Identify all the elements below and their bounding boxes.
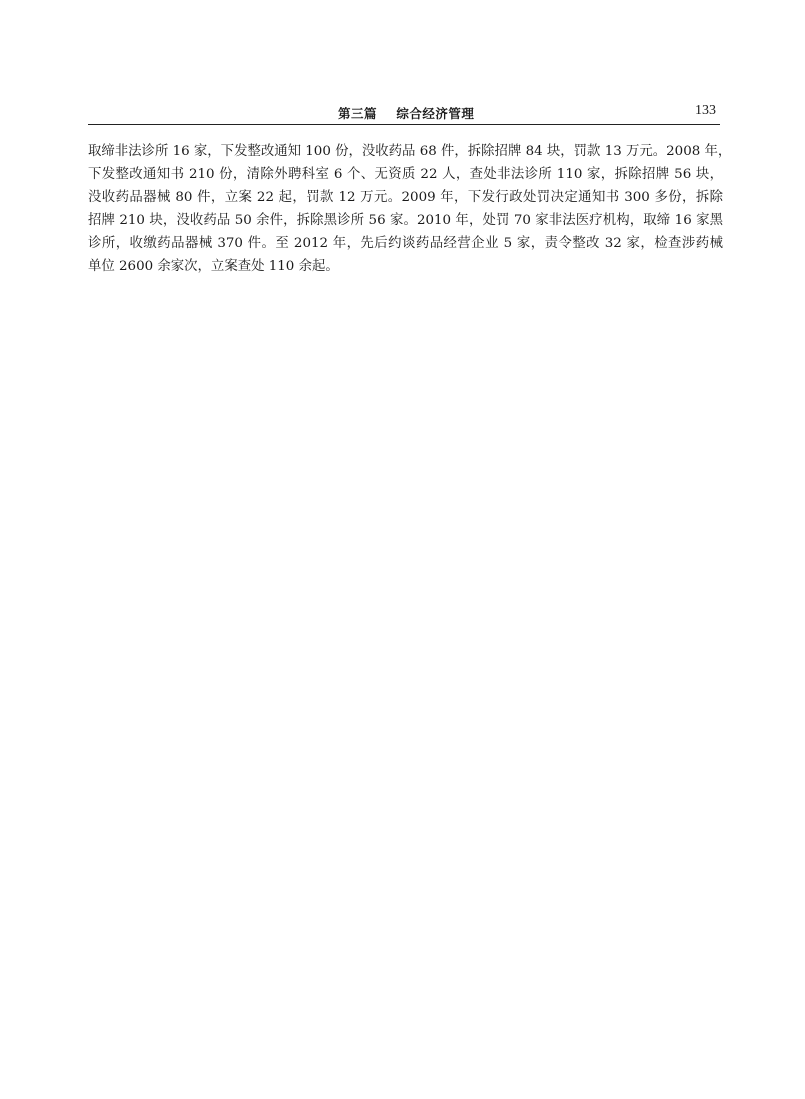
body-paragraph (88, 140, 732, 279)
body-line: 单位 2600 余家次，立案查处 110 余起。 (88, 259, 339, 275)
body-line: 诊所，收缴药品器械 370 件。至 2012 年，先后约谈药品经营企业 5 家，责令整改 32 家，检查涉药械 (88, 236, 723, 252)
page-header (88, 98, 720, 125)
body-line: 没收药品器械 80 件，立案 22 起，罚款 12 万元。2009 年，下发行政处罚决定通知书 300 多份，拆除 (88, 190, 723, 206)
body-line: 取缔非法诊所 16 家，下发整改通知 100 份，没收药品 68 件，拆除招牌 84 块，罚款 13 万元。2008 年， (88, 144, 732, 159)
page-number: 133 (695, 103, 716, 118)
body-line: 招牌 210 块，没收药品 50 余件，拆除黑诊所 56 家。2010 年，处罚 70 家非法医疗机构，取缔 16 家黑 (88, 213, 723, 229)
body-line: 下发整改通知书 210 份，清除外聘科室 6 个、无资质 22 人，查处非法诊所 110 家，拆除招牌 56 块， (88, 167, 723, 183)
header-title: 第三篇 综合经济管理 (338, 106, 475, 121)
